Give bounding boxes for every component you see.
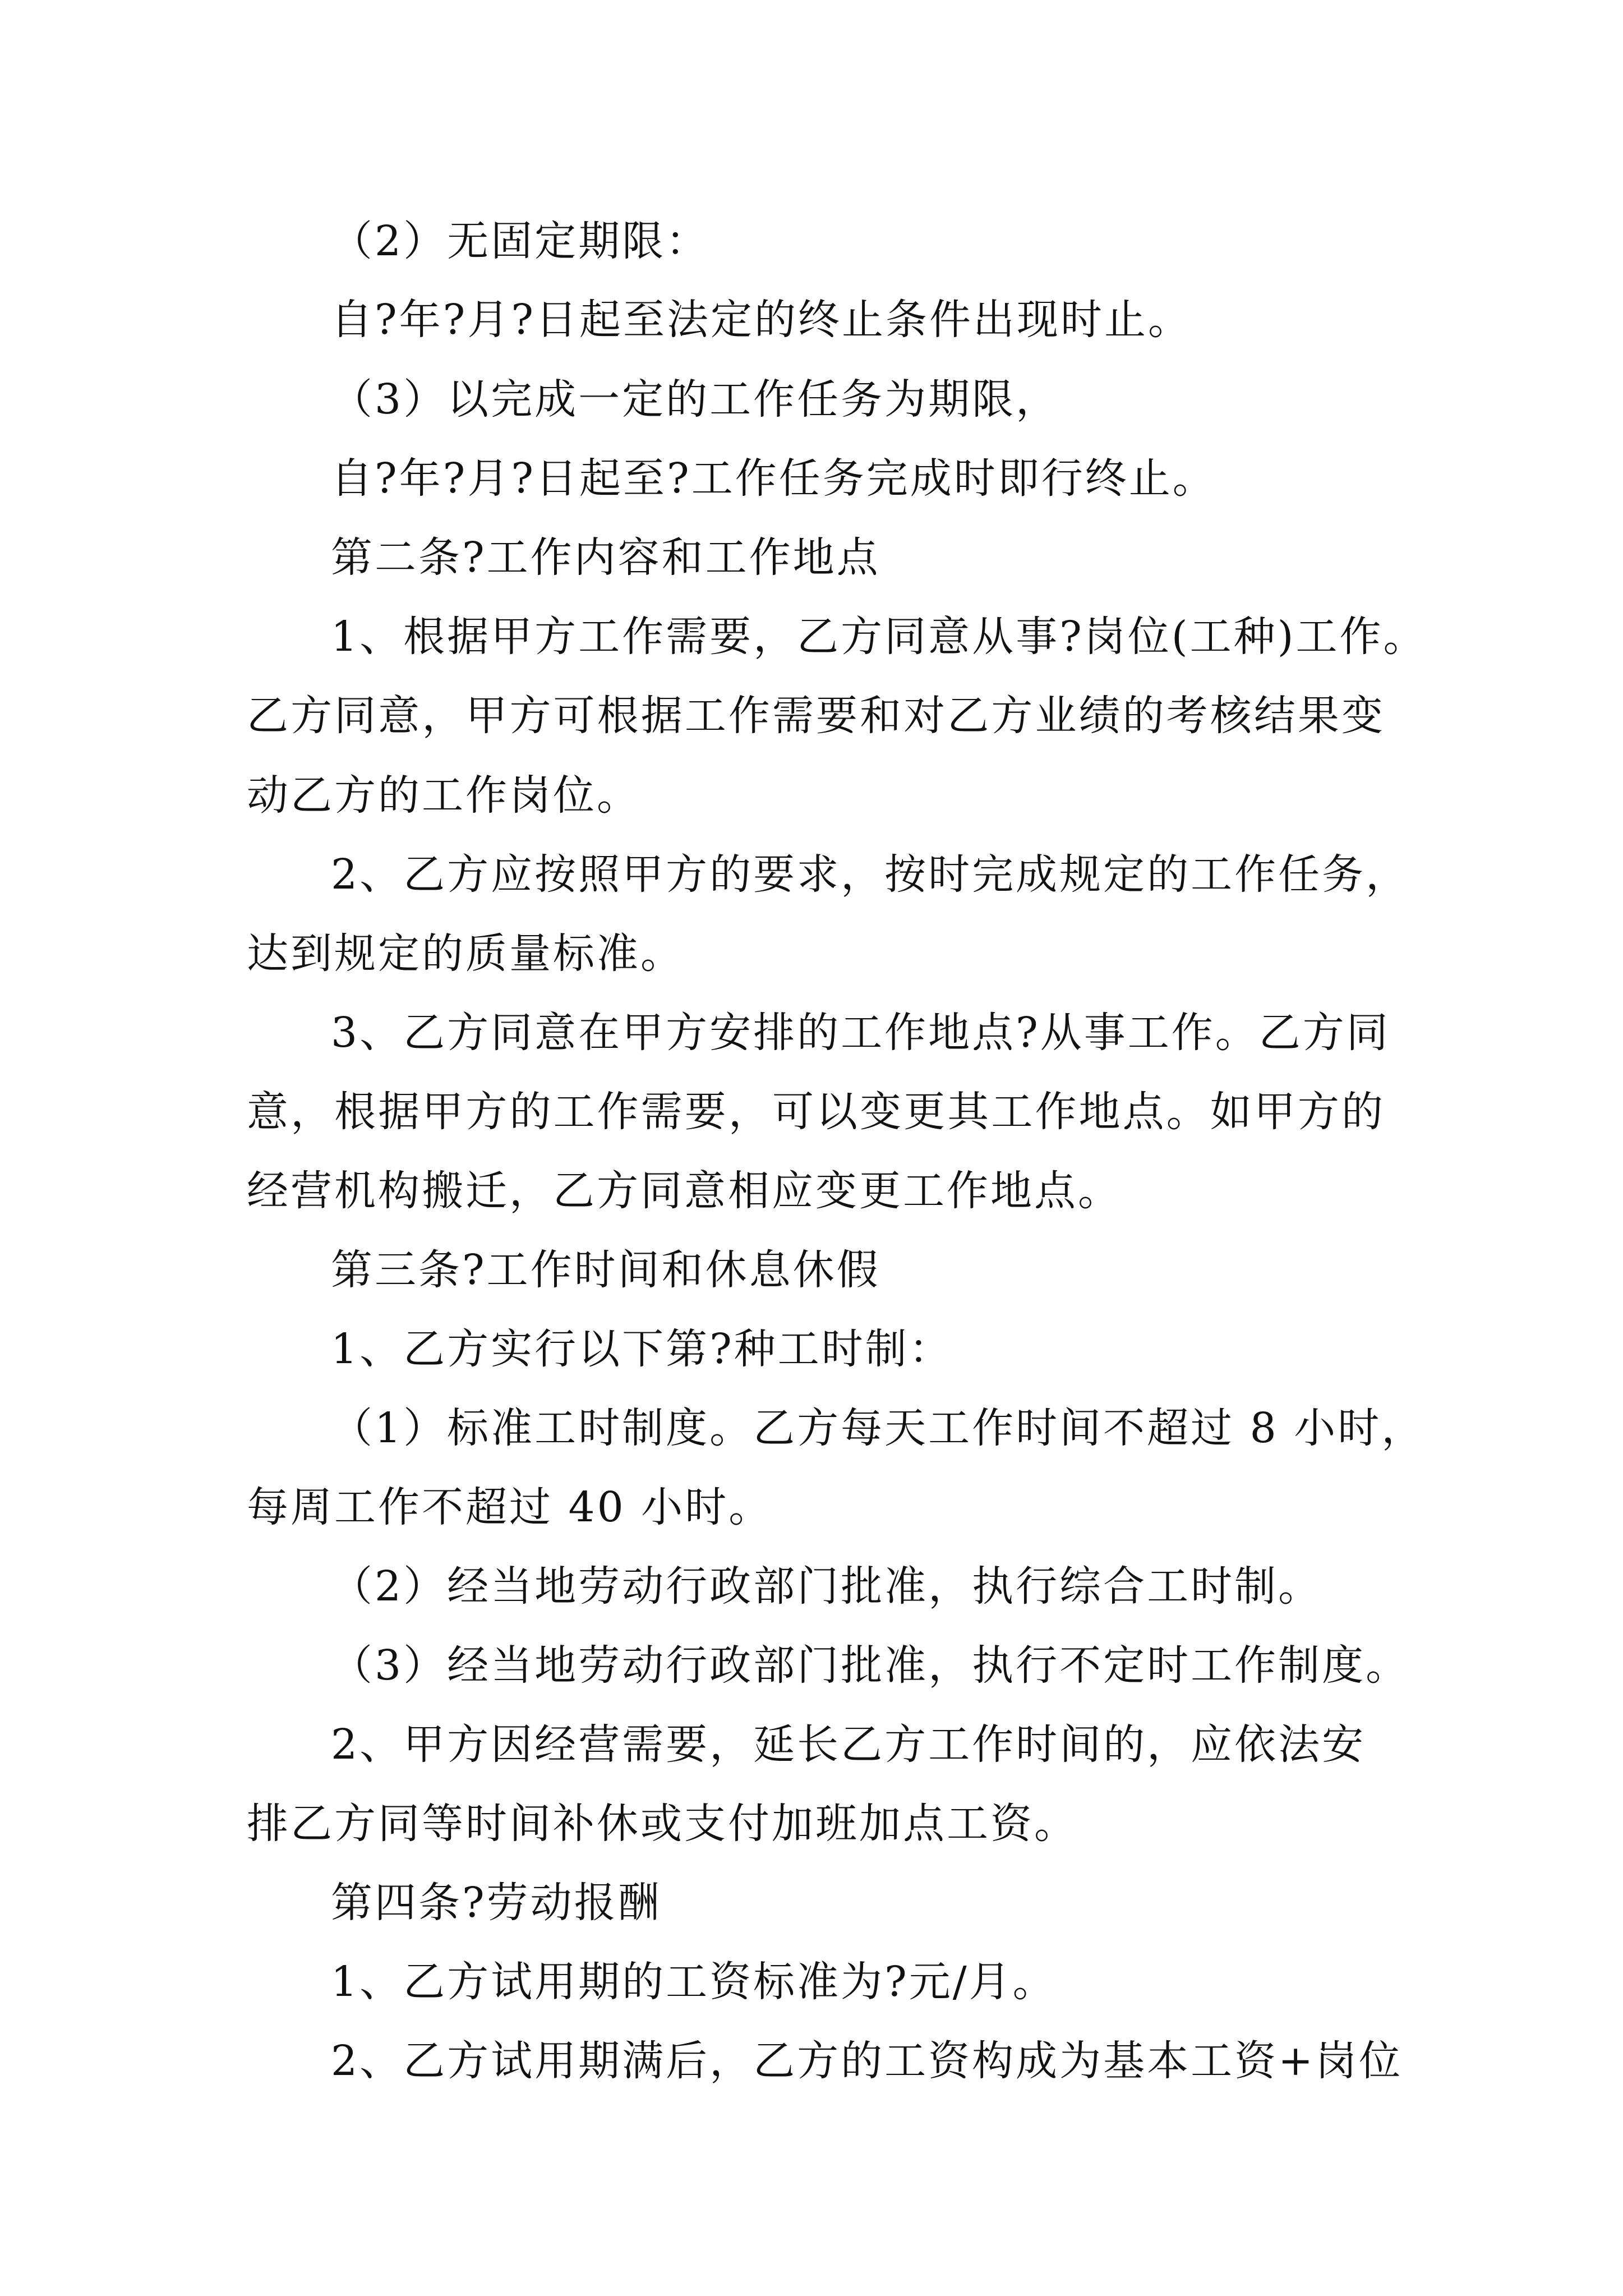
clause-line-18: （2）经当地劳动行政部门批准，执行综合工时制。 — [331, 1562, 1322, 1611]
clause-line-3: （3）以完成一定的工作任务为期限， — [331, 375, 1060, 424]
clause-line-11: 3、乙方同意在甲方安排的工作地点?从事工作。乙方同 — [331, 1009, 1390, 1057]
clause-line-9: 2、乙方应按照甲方的要求，按时完成规定的工作任务， — [331, 850, 1410, 899]
article-heading-3: 第三条?工作时间和休息休假 — [331, 1246, 880, 1294]
clause-line-17: 每周工作不超过 40 小时。 — [247, 1483, 773, 1531]
clause-line-6: 1、根据甲方工作需要，乙方同意从事?岗位(工种)工作。 — [331, 613, 1427, 661]
clause-line-24: 2、乙方试用期满后，乙方的工资构成为基本工资+岗位 — [331, 2037, 1403, 2085]
clause-line-2: 自?年?月?日起至法定的终止条件出现时止。 — [331, 296, 1192, 344]
clause-line-8: 动乙方的工作岗位。 — [247, 771, 640, 820]
article-heading-4: 第四条?劳动报酬 — [331, 1879, 662, 1927]
clause-line-16: （1）标准工时制度。乙方每天工作时间不超过 8 小时， — [331, 1404, 1426, 1452]
clause-line-19: （3）经当地劳动行政部门批准，执行不定时工作制度。 — [331, 1641, 1410, 1690]
clause-line-23: 1、乙方试用期的工资标准为?元/月。 — [331, 1958, 1057, 2006]
clause-line-20: 2、甲方因经营需要，延长乙方工作时间的，应依法安 — [331, 1720, 1366, 1769]
clause-line-12: 意，根据甲方的工作需要，可以变更其工作地点。如甲方的 — [247, 1088, 1385, 1136]
clause-line-15: 1、乙方实行以下第?种工时制： — [331, 1325, 953, 1373]
clause-line-7: 乙方同意，甲方可根据工作需要和对乙方业绩的考核结果变 — [247, 692, 1385, 740]
clause-line-4: 自?年?月?日起至?工作任务完成时即行终止。 — [331, 454, 1216, 503]
clause-line-1: （2）无固定期限： — [331, 217, 710, 265]
article-heading-2: 第二条?工作内容和工作地点 — [331, 533, 880, 582]
clause-line-10: 达到规定的质量标准。 — [247, 930, 684, 978]
clause-line-13: 经营机构搬迁，乙方同意相应变更工作地点。 — [247, 1167, 1122, 1215]
clause-line-21: 排乙方同等时间补休或支付加班加点工资。 — [247, 1800, 1078, 1848]
